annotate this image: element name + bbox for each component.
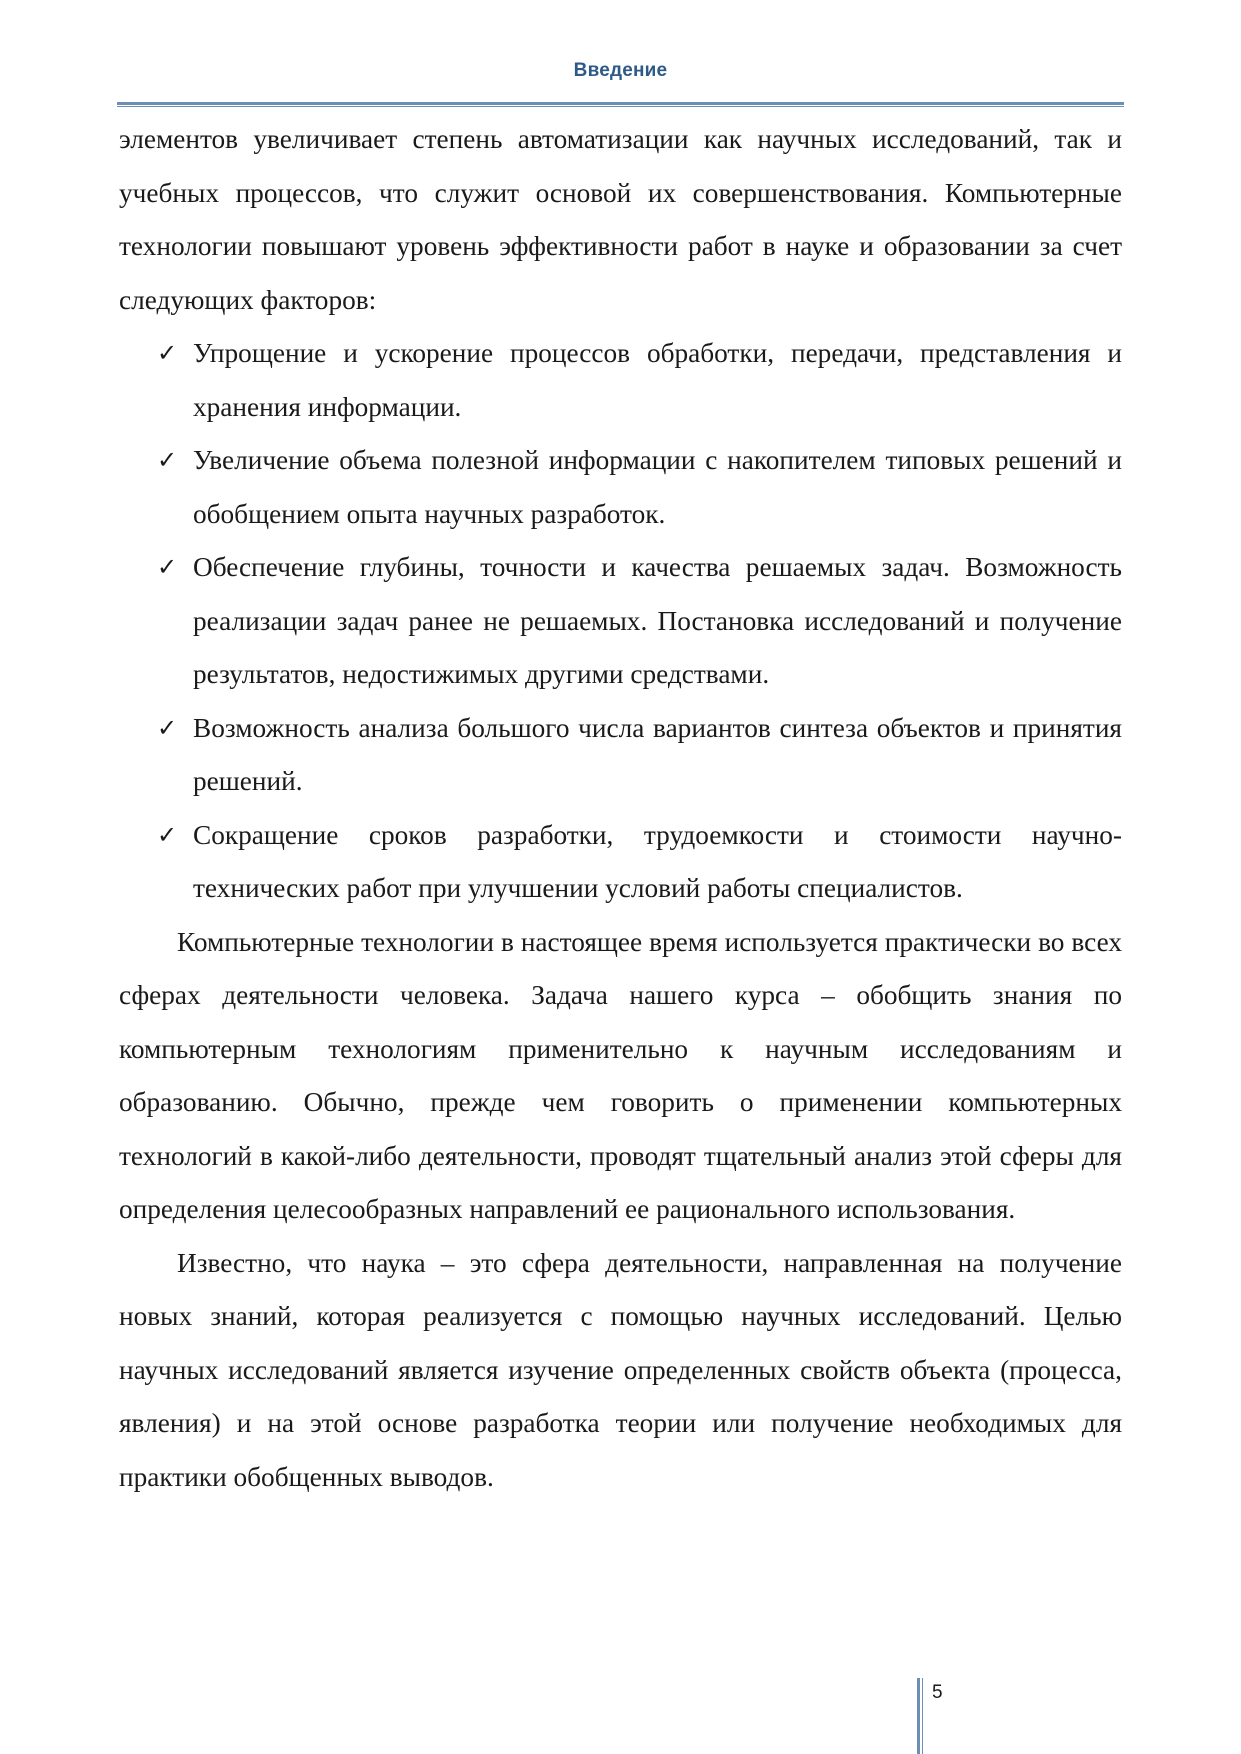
checklist-item (119, 541, 1122, 702)
checklist-item-text: Возможность анализа большого числа вариантов синтеза объектов и принятия решений. (193, 712, 1122, 796)
factors-checklist (119, 327, 1122, 916)
checkmark-icon: ✓ (157, 553, 178, 581)
intro-paragraph: элементов увеличивает степень автоматизации как научных исследований, так и учебных процессов, что служит основой их совершенствования. Компьютерные технологии повышают уровень эффективности работ в науке и образовании за счет следующих факторов: (119, 124, 1122, 315)
checkmark-icon: ✓ (157, 446, 178, 474)
body-paragraph-science: Известно, что наука – это сфера деятельности, направленная на получение новых знаний, которая реализуется с помощью научных исследований. Целью научных исследований является изучение определенных свойств объекта (процесса, явления) и на этой основе разработка теории или получение необходимых для практики обобщенных выводов. (119, 1247, 1122, 1492)
checklist-item (119, 702, 1122, 809)
checklist-item-text: Увеличение объема полезной информации с накопителем типовых решений и обобщением опыта научных разработок. (193, 445, 1122, 529)
page-number: 5 (932, 1682, 943, 1703)
document-body (119, 113, 1122, 1504)
checklist-item (119, 434, 1122, 541)
checkmark-icon: ✓ (157, 339, 178, 367)
checklist-item-text: Сокращение сроков разработки, трудоемкости и стоимости научно-технических работ при улучшении условий работы специалистов. (193, 819, 1122, 903)
footer-divider (917, 1678, 923, 1754)
page-header-title: Введение (573, 60, 668, 81)
checklist-item (119, 327, 1122, 434)
checklist-item-text: Обеспечение глубины, точности и качества решаемых задач. Возможность реализации задач ранее не решаемых. Постановка исследований и получение результатов, недостижимых другими средствами. (193, 552, 1122, 689)
checkmark-icon: ✓ (157, 820, 178, 849)
checklist-item (119, 809, 1122, 916)
body-paragraph-technologies: Компьютерные технологии в настоящее время используется практически во всех сферах деятельности человека. Задача нашего курса – обобщить знания по компьютерным технологиям применительно к научным исследованиям и образованию. Обычно, прежде чем говорить о применении компьютерных технологий в какой-либо деятельности, проводят тщательный анализ этой сферы для определения целесообразных направлений ее рационального использования. (119, 926, 1122, 1224)
header-divider (117, 102, 1124, 107)
checklist-item-text: Упрощение и ускорение процессов обработки, передачи, представления и хранения информации. (193, 338, 1122, 422)
checkmark-icon: ✓ (157, 713, 178, 742)
